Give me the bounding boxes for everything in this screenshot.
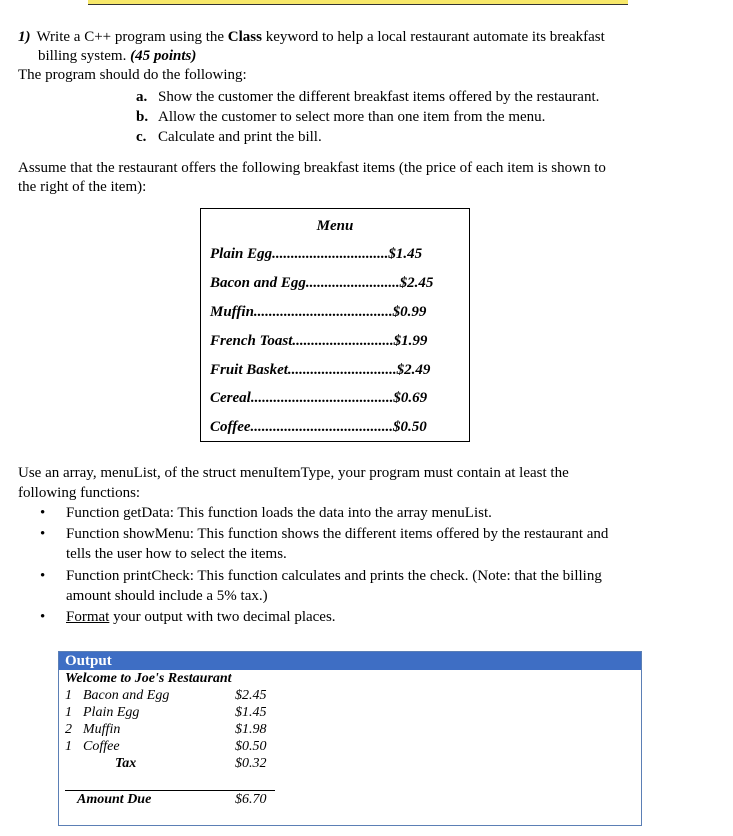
menu-item: Plain Egg...............................$1.45 xyxy=(210,246,423,262)
function-text: Function printCheck: This function calculates and prints the check. (Note: that the billing xyxy=(66,568,602,584)
output-row xyxy=(65,705,139,721)
task-list xyxy=(136,87,599,147)
question-heading xyxy=(18,28,678,66)
function-text-cont: amount should include a 5% tax.) xyxy=(66,588,268,604)
output-item: Muffin xyxy=(83,722,121,737)
task-label: c. xyxy=(136,129,147,145)
bullet-icon: • xyxy=(40,505,46,521)
menu-item: French Toast...........................$1.99 xyxy=(210,333,428,349)
output-qty: 1 xyxy=(65,705,72,720)
menu-item: Fruit Basket.............................$2.49 xyxy=(210,362,431,378)
output-price: $2.45 xyxy=(235,688,267,703)
output-item: Bacon and Egg xyxy=(83,688,170,703)
output-tax-value: $0.32 xyxy=(235,756,267,771)
function-text-cont: tells the user how to select the items. xyxy=(66,546,287,562)
output-total-divider xyxy=(65,790,275,791)
question-text-post: keyword to help a local restaurant automate its breakfast xyxy=(261,29,605,45)
output-item: Plain Egg xyxy=(83,705,140,720)
use-text-line2: following functions: xyxy=(18,485,141,501)
output-qty: 1 xyxy=(65,739,72,754)
task-label: b. xyxy=(136,109,149,125)
output-qty: 1 xyxy=(65,688,72,703)
question-number: 1) xyxy=(18,29,31,45)
function-item-getdata xyxy=(40,503,650,523)
format-text: your output with two decimal places. xyxy=(109,609,336,625)
menu-item: Coffee......................................$0.50 xyxy=(210,419,427,435)
menu-item: Bacon and Egg.........................$2.45 xyxy=(210,275,434,291)
output-row xyxy=(65,739,120,755)
task-item-c xyxy=(136,127,599,147)
task-label: a. xyxy=(136,89,148,105)
task-item-b xyxy=(136,107,599,127)
bullet-icon: • xyxy=(40,568,46,584)
output-row xyxy=(65,722,120,738)
output-row xyxy=(65,688,169,704)
task-item-a xyxy=(136,87,599,107)
output-qty: 2 xyxy=(65,722,72,737)
task-text: Calculate and print the bill. xyxy=(158,129,322,145)
question-text-line2: billing system. xyxy=(38,48,131,64)
function-item-printcheck xyxy=(40,566,650,606)
output-welcome: Welcome to Joe's Restaurant xyxy=(65,671,232,686)
output-box xyxy=(58,651,642,826)
task-text: Show the customer the different breakfast items offered by the restaurant. xyxy=(158,89,600,105)
output-price: $1.98 xyxy=(235,722,267,737)
highlight-underline xyxy=(88,4,628,5)
intro-text: The program should do the following: xyxy=(18,67,247,83)
use-text-line1: Use an array, menuList, of the struct menuItemType, your program must contain at least the xyxy=(18,465,569,481)
top-highlight-strip xyxy=(88,0,628,6)
function-text: Function getData: This function loads the data into the array menuList. xyxy=(66,505,492,521)
menu-item: Muffin.....................................$0.99 xyxy=(210,304,427,320)
question-text-pre: Write a C++ program using the xyxy=(36,29,228,45)
function-item-format xyxy=(40,607,650,627)
menu-title: Menu xyxy=(316,218,354,234)
bullet-icon: • xyxy=(40,526,46,542)
output-tax-label: Tax xyxy=(115,756,137,771)
menu-box xyxy=(200,208,470,442)
output-amount-value: $6.70 xyxy=(235,792,267,807)
output-header: Output xyxy=(59,652,641,670)
output-amount-label: Amount Due xyxy=(77,792,152,807)
function-list xyxy=(40,503,650,627)
question-points: (45 points) xyxy=(130,48,197,64)
menu-item: Cereal......................................$0.69 xyxy=(210,390,428,406)
output-price: $0.50 xyxy=(235,739,267,754)
function-text: Function showMenu: This function shows the different items offered by the restaurant and xyxy=(66,526,609,542)
output-price: $1.45 xyxy=(235,705,267,720)
assume-text-line1: Assume that the restaurant offers the following breakfast items (the price of each item is shown to xyxy=(18,160,606,176)
assume-text-line2: the right of the item): xyxy=(18,179,147,195)
format-word: Format xyxy=(66,609,110,625)
bullet-icon: • xyxy=(40,609,46,625)
function-item-showmenu xyxy=(40,524,650,564)
question-class-keyword: Class xyxy=(227,29,262,45)
output-item: Coffee xyxy=(83,739,120,754)
task-text: Allow the customer to select more than one item from the menu. xyxy=(158,109,546,125)
